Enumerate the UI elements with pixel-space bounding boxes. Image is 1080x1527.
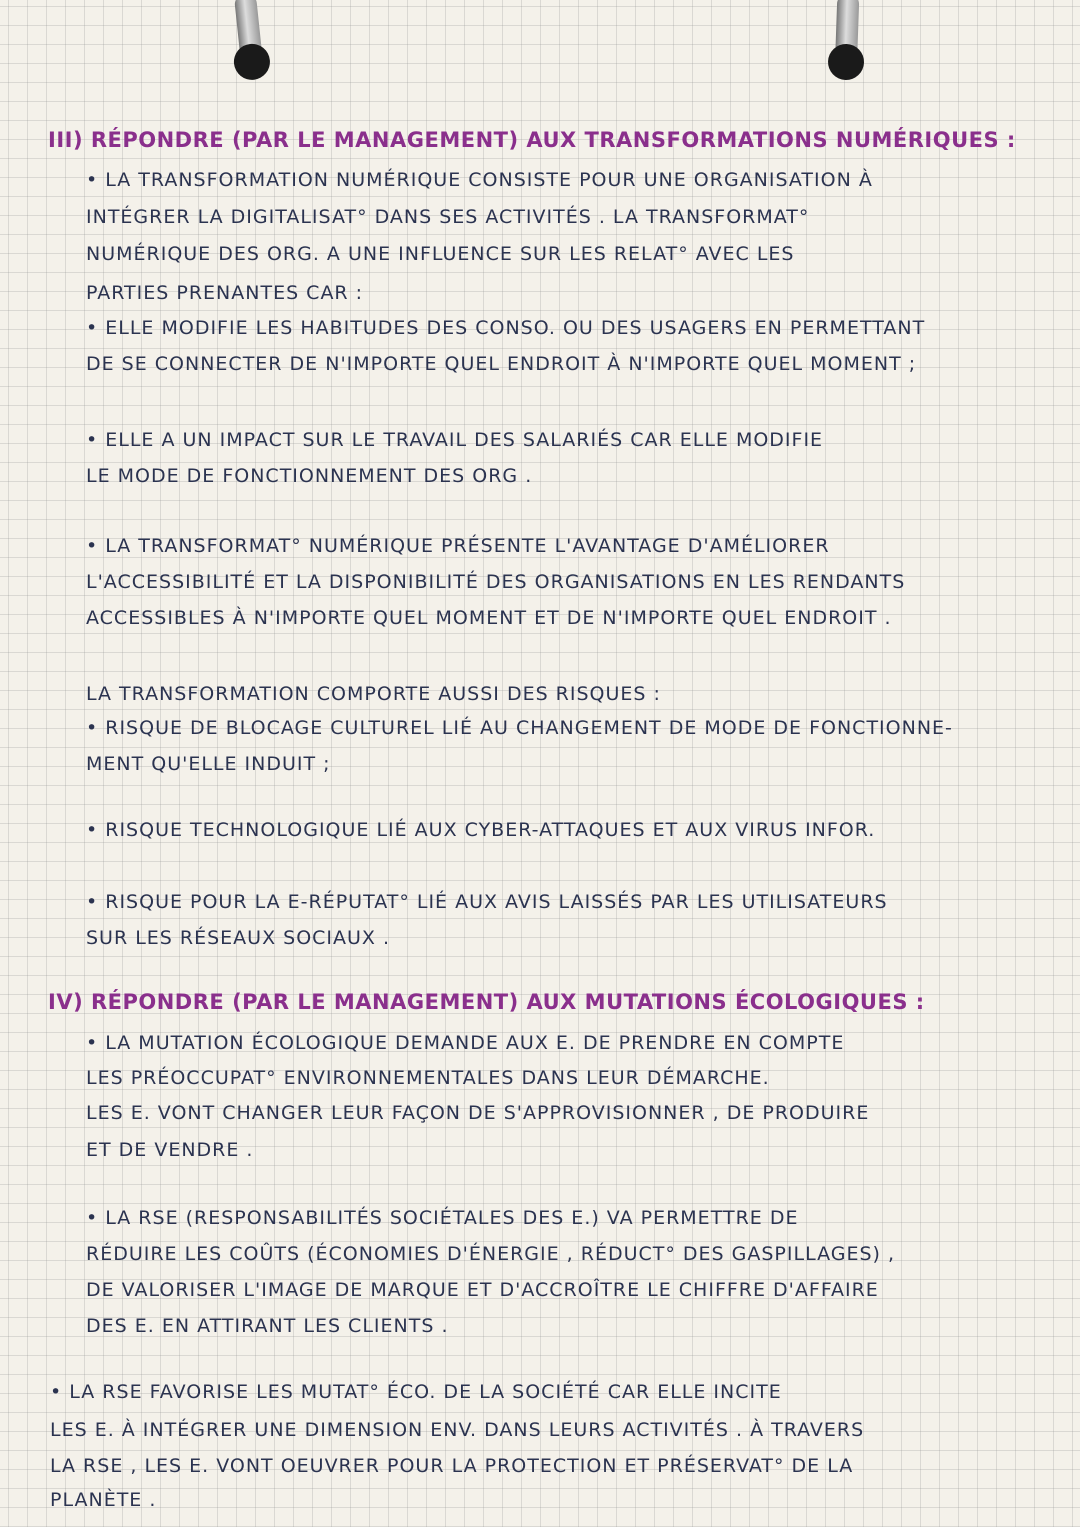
section-4-line: • LA RSE FAVORISE LES MUTAT° ÉCO. DE LA SOCIÉTÉ CAR ELLE INCITE	[50, 1381, 782, 1403]
section-4-line: DES E. EN ATTIRANT LES CLIENTS .	[86, 1315, 449, 1337]
section-3-line: • RISQUE TECHNOLOGIQUE LIÉ AUX CYBER-ATTAQUES ET AUX VIRUS INFOR.	[86, 819, 876, 841]
section-4-line: LES E. VONT CHANGER LEUR FAÇON DE S'APPROVISIONNER , DE PRODUIRE	[86, 1102, 870, 1124]
section-3-line: L'ACCESSIBILITÉ ET LA DISPONIBILITÉ DES ORGANISATIONS EN LES RENDANTS	[86, 571, 906, 593]
section-3-line: INTÉGRER LA DIGITALISAT° DANS SES ACTIVITÉS . LA TRANSFORMAT°	[86, 206, 810, 228]
section-3-line: • ELLE MODIFIE LES HABITUDES DES CONSO. OU DES USAGERS EN PERMETTANT	[86, 317, 926, 339]
section-4-line: LES PRÉOCCUPAT° ENVIRONNEMENTALES DANS LEUR DÉMARCHE.	[86, 1067, 770, 1089]
section-4-line: • LA RSE (RESPONSABILITÉS SOCIÉTALES DES E.) VA PERMETTRE DE	[86, 1207, 799, 1229]
section-4-line: LES E. À INTÉGRER UNE DIMENSION ENV. DANS LEURS ACTIVITÉS . À TRAVERS	[50, 1419, 865, 1441]
section-4-line: • LA MUTATION ÉCOLOGIQUE DEMANDE AUX E. DE PRENDRE EN COMPTE	[86, 1032, 845, 1054]
section-3-line: • LA TRANSFORMAT° NUMÉRIQUE PRÉSENTE L'AVANTAGE D'AMÉLIORER	[86, 535, 830, 557]
section-3-line: • RISQUE POUR LA E-RÉPUTAT° LIÉ AUX AVIS LAISSÉS PAR LES UTILISATEURS	[86, 891, 888, 913]
section-3-line: ACCESSIBLES À N'IMPORTE QUEL MOMENT ET DE N'IMPORTE QUEL ENDROIT .	[86, 607, 892, 629]
section-3-line: • LA TRANSFORMATION NUMÉRIQUE CONSISTE POUR UNE ORGANISATION À	[86, 169, 873, 191]
section-3-line: LA TRANSFORMATION COMPORTE AUSSI DES RISQUES :	[86, 683, 661, 705]
section-4-line: DE VALORISER L'IMAGE DE MARQUE ET D'ACCROÎTRE LE CHIFFRE D'AFFAIRE	[86, 1279, 879, 1301]
section-4-line: ET DE VENDRE .	[86, 1139, 254, 1161]
section-3-line: PARTIES PRENANTES CAR :	[86, 282, 364, 304]
section-4-heading: IV) RÉPONDRE (PAR LE MANAGEMENT) AUX MUTATIONS ÉCOLOGIQUES :	[48, 990, 925, 1014]
section-3-line: LE MODE DE FONCTIONNEMENT DES ORG .	[86, 465, 533, 487]
section-3-line: • ELLE A UN IMPACT SUR LE TRAVAIL DES SALARIÉS CAR ELLE MODIFIE	[86, 429, 824, 451]
section-3-heading: III) RÉPONDRE (PAR LE MANAGEMENT) AUX TRANSFORMATIONS NUMÉRIQUES :	[48, 128, 1016, 152]
section-4-line: LA RSE , LES E. VONT OEUVRER POUR LA PROTECTION ET PRÉSERVAT° DE LA	[50, 1455, 854, 1477]
section-4-line: RÉDUIRE LES COÛTS (ÉCONOMIES D'ÉNERGIE , RÉDUCT° DES GASPILLAGES) ,	[86, 1243, 896, 1265]
section-4-line: PLANÈTE .	[50, 1489, 157, 1511]
section-3-line: DE SE CONNECTER DE N'IMPORTE QUEL ENDROIT À N'IMPORTE QUEL MOMENT ;	[86, 353, 917, 375]
section-3-line: • RISQUE DE BLOCAGE CULTUREL LIÉ AU CHANGEMENT DE MODE DE FONCTIONNE-	[86, 717, 953, 739]
section-3-line: SUR LES RÉSEAUX SOCIAUX .	[86, 927, 391, 949]
section-3-line: NUMÉRIQUE DES ORG. A UNE INFLUENCE SUR LES RELAT° AVEC LES	[86, 243, 795, 265]
section-3-line: MENT QU'ELLE INDUIT ;	[86, 753, 331, 775]
